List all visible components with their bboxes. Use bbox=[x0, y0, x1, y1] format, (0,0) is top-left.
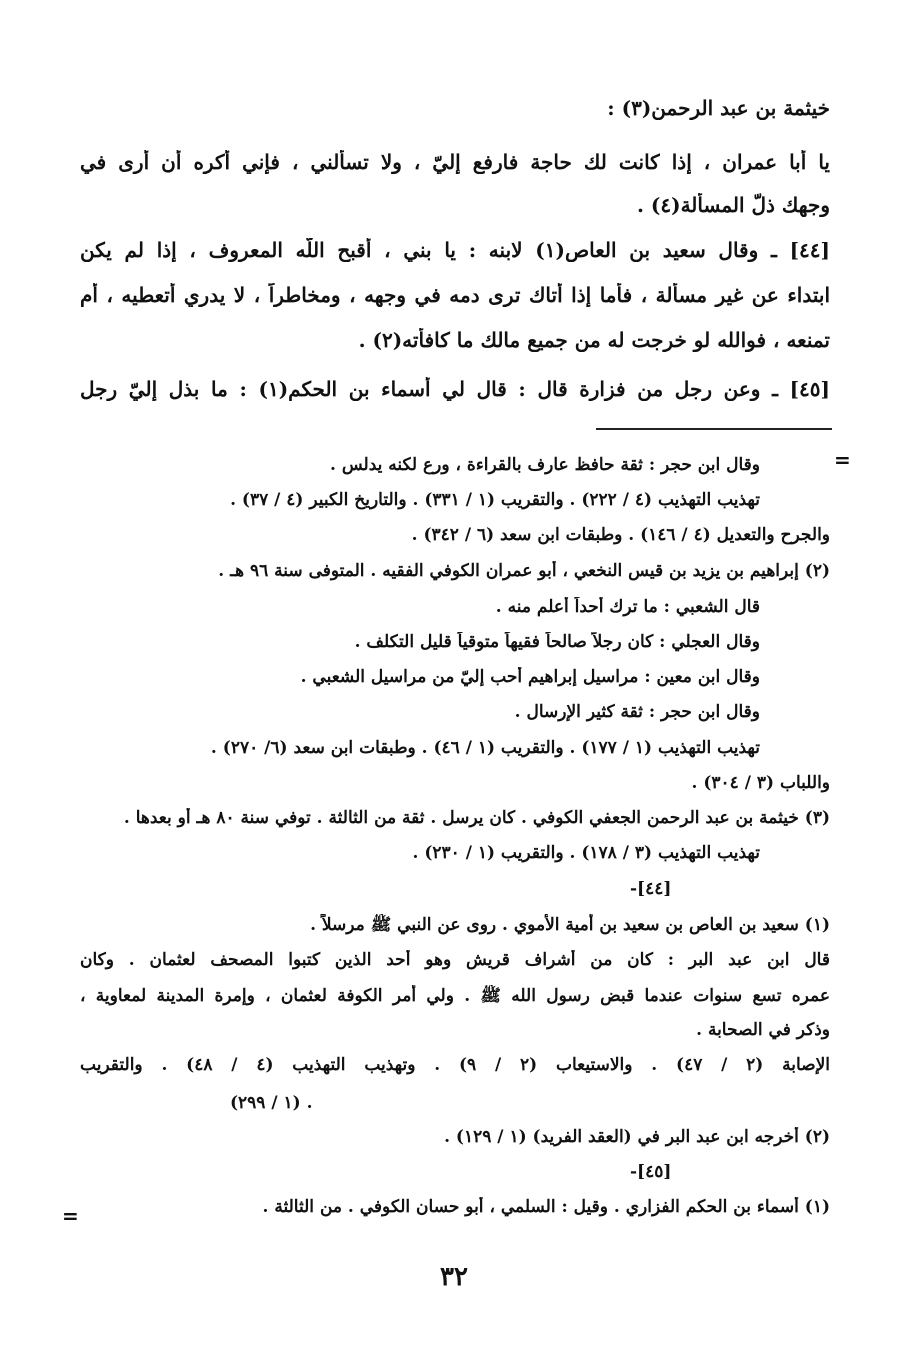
footnote-section-header: -[٤٥] bbox=[630, 1162, 672, 1182]
footnote-line: والجرح والتعديل (٤ / ١٤٦) . وطبقات ابن سعد (٦ / ٣٤٢) . bbox=[411, 525, 830, 545]
footnote-line: تهذيب التهذيب (٤ / ٢٢٢) . والتقريب (١ / ٣٣١) . والتاريخ الكبير (٤ / ٣٧) . bbox=[230, 490, 760, 510]
footnote-section-header: -[٤٤] bbox=[630, 879, 672, 899]
main-line-1: خيثمة بن عبد الرحمن(٣) : bbox=[607, 96, 830, 120]
footnote-line: (٢) أخرجه ابن عبد البر في (العقد الفريد) (١ / ١٢٩) . bbox=[444, 1127, 830, 1147]
footnote-line: (٣) خيثمة بن عبد الرحمن الجعفي الكوفي . كان يرسل . ثقة من الثالثة . توفي سنة ٨٠ هـ أو بعدها . bbox=[123, 808, 830, 828]
footnote-line: (٢) إبراهيم بن يزيد بن قيس النخعي ، أبو عمران الكوفي الفقيه . المتوفى سنة ٩٦ هـ . bbox=[218, 561, 830, 581]
footnote-line: قال ابن عبد البر : كان من أشراف قريش وهو أحد الذين كتبوا المصحف لعثمان . وكان bbox=[80, 950, 830, 970]
footnote-line: (١ / ٢٩٩) . bbox=[230, 1093, 313, 1113]
main-line-6: تمنعه ، فوالله لو خرجت له من جميع مالك ما كافأته(٢) . bbox=[358, 328, 830, 352]
main-line-7: [٤٥] ـ وعن رجل من فزارة قال : قال لي أسماء بن الحكم(١) : ما بذل إليّ رجل bbox=[80, 377, 830, 401]
footnote-line: وذكر في الصحابة . bbox=[696, 1020, 830, 1040]
main-line-2: يا أبا عمران ، إذا كانت لك حاجة فارفع إليّ ، ولا تسألني ، فإني أكره أن أرى في bbox=[80, 150, 830, 174]
footnote-line: وقال العجلي : كان رجلاً صالحاً فقيهاً متوقياً قليل التكلف . bbox=[354, 632, 760, 652]
footnote-line: وقال ابن حجر : ثقة حافظ عارف بالقراءة ، ورع لكنه يدلس . bbox=[330, 455, 760, 475]
footnote-line: تهذيب التهذيب (١ / ١٧٧) . والتقريب (١ / ٤٦) . وطبقات ابن سعد (٦/ ٢٧٠) . bbox=[210, 738, 760, 758]
footnote-line: وقال ابن معين : مراسيل إبراهيم أحب إليّ من مراسيل الشعبي . bbox=[300, 667, 760, 687]
page-number: ٣٢ bbox=[440, 1262, 468, 1292]
continuation-marker-bottom: = bbox=[62, 1204, 79, 1228]
continuation-marker-top: = bbox=[834, 448, 851, 472]
footnote-line: قال الشعبي : ما ترك أحداً أعلم منه . bbox=[495, 597, 760, 617]
footnote-line: واللباب (٣ / ٣٠٤) . bbox=[691, 773, 830, 793]
footnote-line: (١) أسماء بن الحكم الفزاري . وقيل : السلمي ، أبو حسان الكوفي . من الثالثة . bbox=[262, 1197, 830, 1217]
main-line-5: ابتداء عن غير مسألة ، فأما إذا أتاك ترى دمه في وجهه ، ومخاطراً ، لا يدري أتعطيه ، أم bbox=[80, 283, 830, 307]
footnote-line: وقال ابن حجر : ثقة كثير الإرسال . bbox=[514, 702, 760, 722]
main-line-4: [٤٤] ـ وقال سعيد بن العاص(١) لابنه : يا بني ، أقبح اللّه المعروف ، إذا لم يكن bbox=[80, 238, 830, 262]
main-line-3: وجهك ذلّ المسألة(٤) . bbox=[636, 193, 830, 217]
footnote-line: (١) سعيد بن العاص بن سعيد بن أمية الأموي . روى عن النبي ﷺ مرسلاً . bbox=[310, 915, 830, 935]
footnote-line: الإصابة (٢ / ٤٧) . والاستيعاب (٢ / ٩) . وتهذيب التهذيب (٤ / ٤٨) . والتقريب bbox=[80, 1055, 830, 1075]
footnote-line: تهذيب التهذيب (٣ / ١٧٨) . والتقريب (١ / ٢٣٠) . bbox=[412, 843, 760, 863]
footnote-line: عمره تسع سنوات عندما قبض رسول الله ﷺ . ولي أمر الكوفة لعثمان ، وإمرة المدينة لمعاوية ، bbox=[80, 986, 830, 1006]
footnote-divider bbox=[596, 428, 832, 430]
